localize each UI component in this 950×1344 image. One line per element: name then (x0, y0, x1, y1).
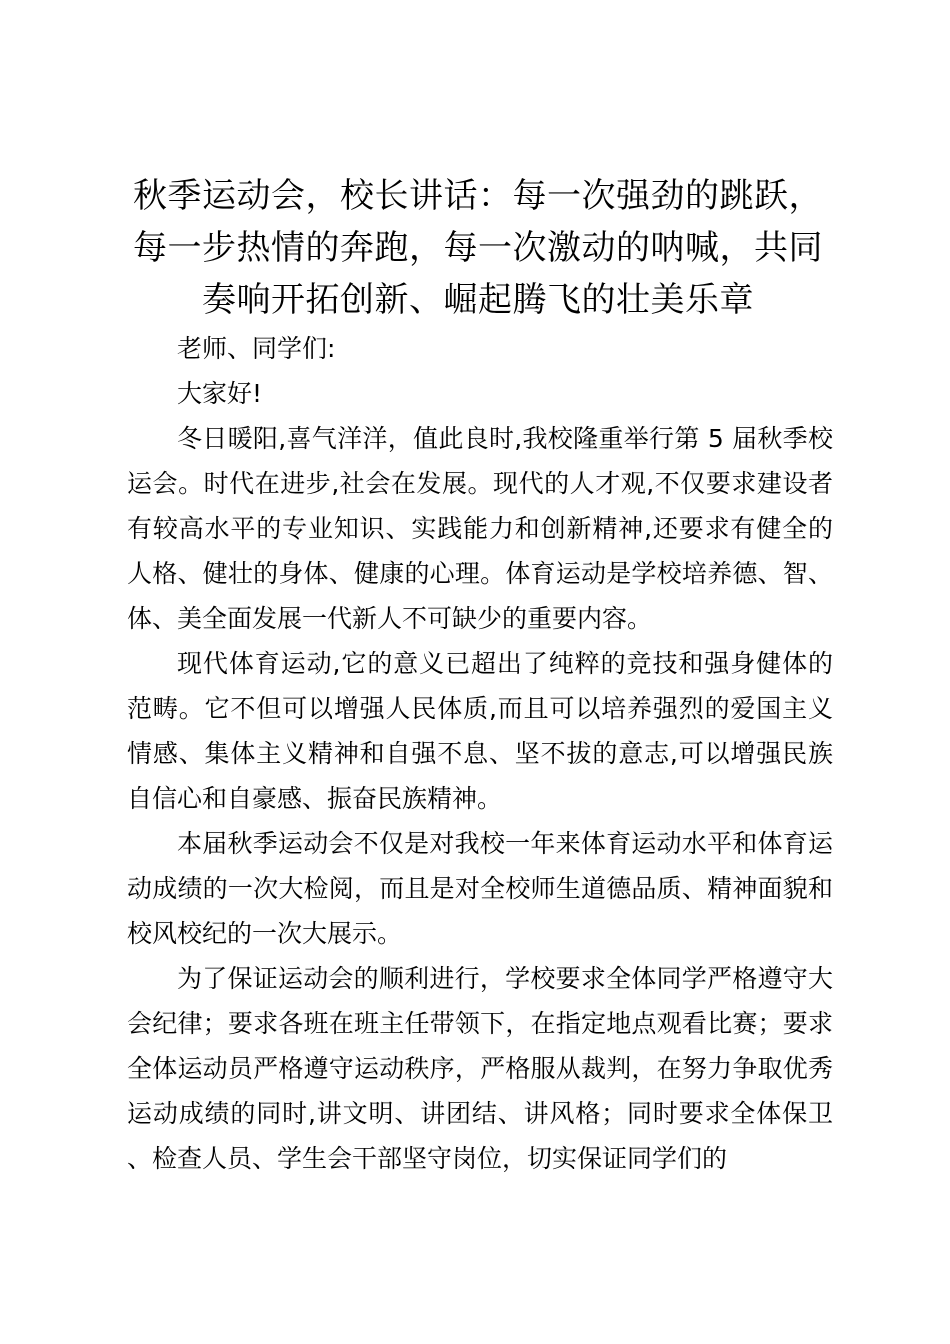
paragraph: 现代体育运动,它的意义已超出了纯粹的竞技和强身健体的范畴。它不但可以增强人民体质,而且可以培养强烈的爱国主义情感、集体主义精神和自强不息、坚不拔的意志,可以增强民族自信心和自豪感、振奋民族精神。 (127, 649, 833, 813)
greeting: 大家好! (177, 379, 263, 408)
paragraph: 冬日暖阳,喜气洋洋，值此良时,我校隆重举行第 5 届秋季校运会。时代在进步,社会在发展。现代的人才观,不仅要求建设者有较高水平的专业知识、实践能力和创新精神,还要求有健全的人格、健壮的身体、健康的心理。体育运动是学校培养德、智、体、美全面发展一代新人不可缺少的重要内容。 (127, 424, 833, 633)
paragraph: 为了保证运动会的顺利进行，学校要求全体同学严格遵守大会纪律；要求各班在班主任带领下，在指定地点观看比赛；要求全体运动员严格遵守运动秩序，严格服从裁判，在努力争取优秀运动成绩的同时,讲文明、讲团结、讲风格；同时要求全体保卫、检查人员、学生会干部坚守岗位，切实保证同学们的 (127, 964, 833, 1173)
document-title: 秋季运动会，校长讲话：每一次强劲的跳跃，每一步热情的奔跑，每一次激动的呐喊，共同奏响开拓创新、崛起腾飞的壮美乐章 (133, 176, 823, 320)
salutation: 老师、同学们: (177, 334, 336, 363)
paragraph: 本届秋季运动会不仅是对我校一年来体育运动水平和体育运动成绩的一次大检阅，而且是对全校师生道德品质、精神面貌和校风校纪的一次大展示。 (127, 829, 833, 948)
document-body (127, 326, 833, 1181)
